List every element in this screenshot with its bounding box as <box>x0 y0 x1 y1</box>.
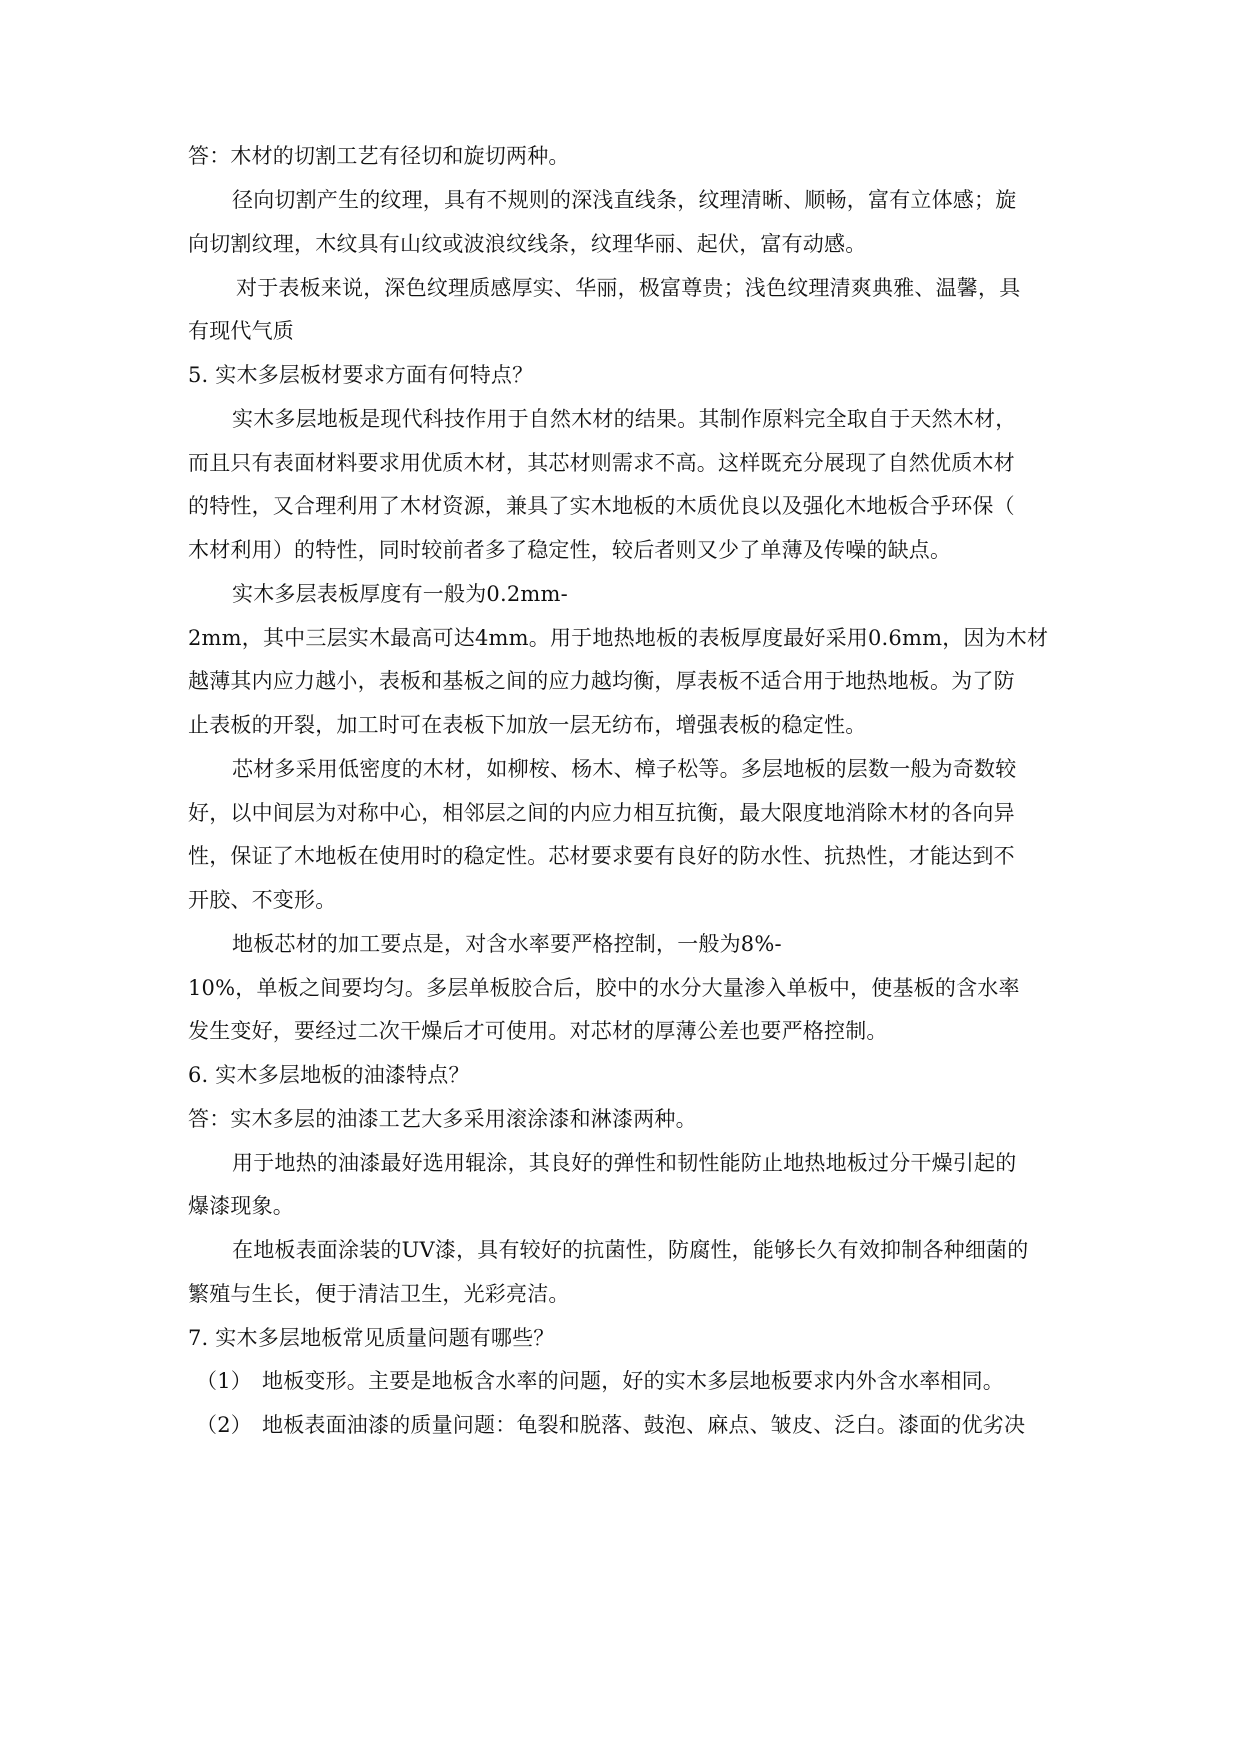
paragraph-line: 的特性，又合理利用了木材资源，兼具了实木地板的木质优良以及强化木地板合乎环保（ <box>188 494 1015 518</box>
question-heading: 5. 实木多层板材要求方面有何特点？ <box>188 363 534 387</box>
paragraph-line: 向切割纹理，木纹具有山纹或波浪纹线条，纹理华丽、起伏，富有动感。 <box>188 232 867 256</box>
paragraph-line: 在地板表面涂装的UV漆，具有较好的抗菌性，防腐性，能够长久有效抑制各种细菌的 <box>232 1238 1029 1262</box>
paragraph-line: 用于地热的油漆最好选用辊涂，其良好的弹性和韧性能防止地热地板过分干燥引起的 <box>232 1151 1017 1175</box>
paragraph-line: 径向切割产生的纹理，具有不规则的深浅直线条，纹理清晰、顺畅，富有立体感；旋 <box>232 188 1017 212</box>
paragraph-line: 繁殖与生长，便于清洁卫生，光彩亮洁。 <box>188 1282 570 1306</box>
paragraph-line: 2mm，其中三层实木最高可达4mm。用于地热地板的表板厚度最好采用0.6mm，因为木材 <box>188 626 1049 650</box>
paragraph-line: 芯材多采用低密度的木材，如柳桉、杨木、樟子松等。多层地板的层数一般为奇数较 <box>232 757 1017 781</box>
paragraph-line: 实木多层表板厚度有一般为0.2mm- <box>232 582 568 606</box>
paragraph-line: 爆漆现象。 <box>188 1194 294 1218</box>
question-heading: 7. 实木多层地板常见质量问题有哪些？ <box>188 1326 555 1350</box>
question-heading: 6. 实木多层地板的油漆特点？ <box>188 1063 470 1087</box>
paragraph-line: 木材利用）的特性，同时较前者多了稳定性，较后者则又少了单薄及传噪的缺点。 <box>188 538 952 562</box>
paragraph-line: 越薄其内应力越小，表板和基板之间的应力越均衡，厚表板不适合用于地热地板。为了防 <box>188 669 1015 693</box>
answer-line: 答：实木多层的油漆工艺大多采用滚涂漆和淋漆两种。 <box>188 1107 697 1131</box>
answer-line: 答：木材的切割工艺有径切和旋切两种。 <box>188 144 570 168</box>
paragraph-line: 性，保证了木地板在使用时的稳定性。芯材要求要有良好的防水性、抗热性，才能达到不 <box>188 844 1015 868</box>
list-item-text: 地板变形。主要是地板含水率的问题，好的实木多层地板要求内外含水率相同。 <box>262 1369 1004 1393</box>
list-item-number: （2） <box>196 1413 252 1437</box>
list-item-number: （1） <box>196 1369 252 1393</box>
paragraph-line: 发生变好，要经过二次干燥后才可使用。对芯材的厚薄公差也要严格控制。 <box>188 1019 888 1043</box>
paragraph-line: 实木多层地板是现代科技作用于自然木材的结果。其制作原料完全取自于天然木材， <box>232 407 1017 431</box>
paragraph-line: 止表板的开裂，加工时可在表板下加放一层无纺布，增强表板的稳定性。 <box>188 713 867 737</box>
paragraph-line: 10%，单板之间要均匀。多层单板胶合后，胶中的水分大量渗入单板中，使基板的含水率 <box>188 976 1020 1000</box>
list-item-text: 地板表面油漆的质量问题：龟裂和脱落、鼓泡、麻点、皱皮、泛白。漆面的优劣决 <box>262 1413 1026 1437</box>
paragraph-line: 有现代气质 <box>188 319 294 343</box>
paragraph-line: 对于表板来说，深色纹理质感厚实、华丽，极富尊贵；浅色纹理清爽典雅、温馨，具 <box>236 276 1021 300</box>
paragraph-line: 开胶、不变形。 <box>188 888 337 912</box>
paragraph-line: 而且只有表面材料要求用优质木材，其芯材则需求不高。这样既充分展现了自然优质木材 <box>188 451 1015 475</box>
paragraph-line: 地板芯材的加工要点是，对含水率要严格控制，一般为8%- <box>232 932 782 956</box>
paragraph-line: 好，以中间层为对称中心，相邻层之间的内应力相互抗衡，最大限度地消除木材的各向异 <box>188 801 1015 825</box>
